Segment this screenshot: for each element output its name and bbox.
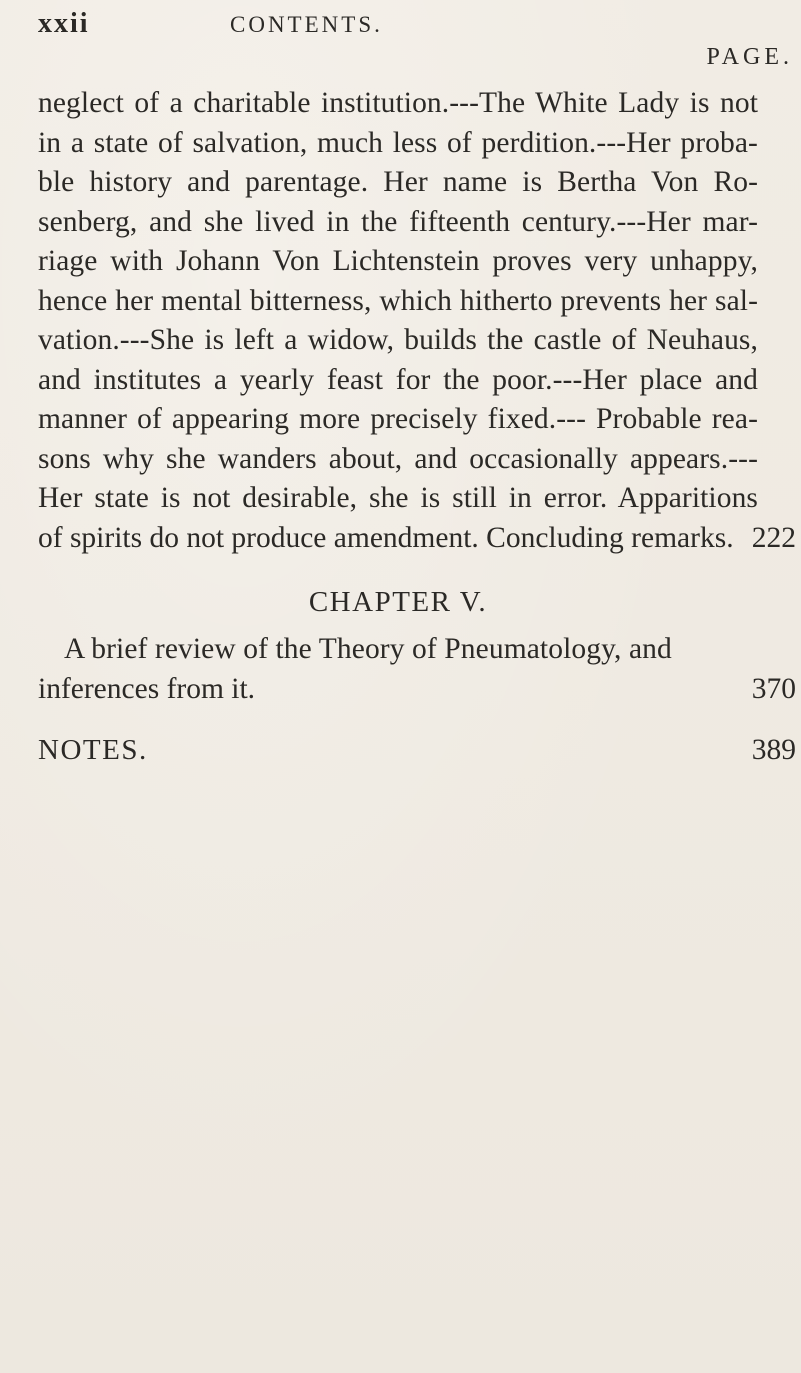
entry-line: of spirits do not produce amendment. Concluding remarks. <box>38 521 734 554</box>
entry-line: riage with Johann Von Lichtenstein proves very unhappy, <box>38 245 758 277</box>
running-head <box>38 8 781 42</box>
entry-line: Her state is not desirable, she is still in error. Apparitions <box>38 482 758 514</box>
page-number: 370 <box>751 672 796 705</box>
notes-entry <box>38 731 796 771</box>
entry-line: inferences from it. <box>38 672 256 705</box>
chapter-v-heading: CHAPTER V. <box>308 586 488 618</box>
entry-line: A brief review of the Theory of Pneumatology, and <box>64 633 672 665</box>
folio-number: xxii <box>38 8 90 39</box>
page-number: 222 <box>751 521 796 554</box>
entry-line: in a state of salvation, much less of perdition.---Her proba- <box>38 126 758 159</box>
entry-final-line <box>38 670 796 710</box>
entry-line: manner of appearing more precisely fixed.--- Probable rea- <box>38 403 758 435</box>
entry-line: hence her mental bitterness, which hitherto prevents her sal- <box>38 284 758 317</box>
page-column-label: PAGE. <box>706 44 793 70</box>
entry-line: neglect of a charitable institution.---The White Lady is not <box>38 87 758 119</box>
entry-line: and institutes a yearly feast for the poor.---Her place and <box>38 363 758 396</box>
entry-line: ble history and parentage. Her name is Bertha Von Ro- <box>38 166 758 198</box>
entry-line: senberg, and she lived in the fifteenth century.---Her mar- <box>38 205 758 238</box>
contents-body <box>38 84 796 771</box>
entry-line: sons why she wanders about, and occasionally appears.--- <box>38 442 758 475</box>
running-head-title: CONTENTS. <box>230 12 383 37</box>
entry-line: vation.---She is left a widow, builds the castle of Neuhaus, <box>38 324 758 356</box>
page-number: 389 <box>751 734 796 766</box>
chapter-iv-entry <box>38 84 796 558</box>
notes-label: NOTES. <box>38 734 148 766</box>
entry-final-line <box>38 519 796 559</box>
chapter-v-entry <box>38 630 796 709</box>
